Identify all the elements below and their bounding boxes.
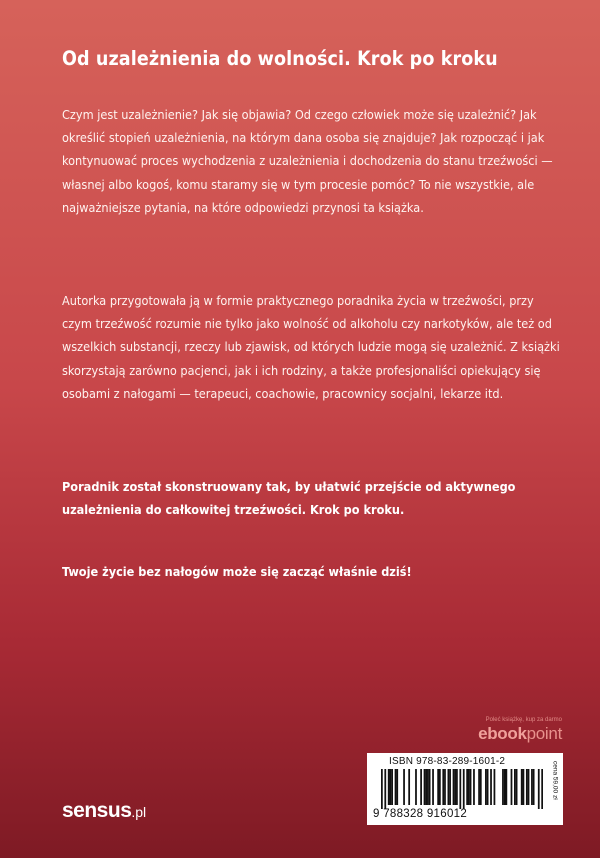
barcode-bar	[456, 769, 458, 805]
barcode-bar	[442, 769, 444, 805]
barcode-bar	[381, 769, 383, 809]
barcode-bar	[390, 769, 392, 805]
barcode-bar	[429, 769, 431, 805]
barcode-bar	[420, 769, 422, 805]
barcode-bar	[521, 769, 523, 805]
ebookpoint-name-part2: point	[526, 724, 562, 744]
barcode-bar	[531, 769, 533, 805]
barcode-bar	[487, 769, 489, 805]
barcode-bar	[490, 769, 492, 805]
barcode-bar	[533, 769, 535, 805]
sensus-logo-name: sensus	[62, 799, 132, 822]
ebookpoint-logo	[436, 717, 562, 742]
barcode-bar	[448, 769, 450, 805]
barcode-bar	[528, 769, 530, 805]
barcode-bars	[381, 769, 543, 809]
barcode-bar	[425, 769, 427, 805]
barcode-bar	[424, 769, 426, 805]
barcode-bar	[526, 769, 528, 805]
barcode-bar	[480, 769, 482, 805]
paragraph-tagline: Twoje życie bez nałogów może się zacząć właśnie dziś!	[62, 564, 412, 579]
barcode-bar	[395, 769, 397, 805]
barcode-bar	[403, 769, 405, 805]
isbn-label: ISBN 978-83-289-1601-2	[389, 756, 506, 767]
paragraph-questions: Czym jest uzależnienie? Jak się objawia? Od czego człowiek może się uzależnić? Jak określić stopień uzależnienia, na którym dana osoba się znajduje? Jak rozpocząć i jak kontynuować proces wychodzenia z uzależnienia i dochodzenia do stanu trzeźwości — własnej albo kogoś, komu staramy się w tym procesie pomóc? To nie wszystkie, ale najważniejsze pytania, na które odpowiedzi przynosi ta książka.	[62, 107, 553, 215]
barcode-bar	[538, 769, 540, 809]
barcode-bar	[463, 769, 465, 809]
barcode-bar	[439, 769, 441, 805]
barcode-bar	[449, 769, 451, 805]
barcode-bar	[511, 769, 513, 805]
barcode-bar	[454, 769, 456, 805]
barcode-bar	[516, 769, 518, 805]
barcode-bar	[468, 769, 470, 805]
barcode-bar	[478, 769, 480, 805]
barcode-bar	[485, 769, 487, 805]
barcode-bar	[432, 769, 434, 805]
paragraph-purpose: Poradnik został skonstruowany tak, by ułatwić przejście od aktywnego uzależnienia do całkowitej trzeźwości. Krok po kroku.	[62, 479, 516, 518]
barcode-bar	[396, 769, 398, 805]
barcode-bar	[505, 769, 507, 805]
ebookpoint-tagline: Poleć książkę, kup za darmo	[485, 717, 562, 723]
barcode-bar	[504, 769, 506, 805]
cover-title: Od uzależnienia do wolności. Krok po kroku	[62, 47, 498, 70]
sensus-logo-suffix: .pl	[131, 804, 147, 820]
barcode-bar	[459, 769, 461, 809]
barcode-bar	[514, 769, 516, 805]
isbn-barcode	[367, 753, 563, 825]
barcode-bar	[541, 769, 543, 809]
barcode-bar	[415, 769, 417, 805]
barcode-bar	[466, 769, 468, 805]
barcode-digits: 9 788328 916012	[373, 808, 468, 820]
barcode-bar	[453, 769, 455, 805]
barcode-bar	[388, 769, 390, 805]
barcode-bar	[470, 769, 472, 805]
barcode-bar	[437, 769, 439, 805]
barcode-bar	[502, 769, 504, 805]
ebookpoint-name-part1: ebook	[478, 724, 527, 744]
barcode-bar	[523, 769, 525, 805]
barcode-bar	[444, 769, 446, 805]
sensus-logo	[62, 800, 146, 821]
barcode-bar	[391, 769, 393, 805]
price-label: cena 59,00 zł	[551, 761, 559, 800]
barcode-bar	[408, 769, 410, 805]
paragraph-author: Autorka przygotowała ją w formie praktycznego poradnika życia w trzeźwości, przy czym trzeźwość rozumie nie tylko jako wolność od alkoholu czy narkotyków, ale też od wszelkich substancji, rzeczy lub zjawisk, od których ludzie mogą się uzależnić. Z książki skorzystają zarówno pacjenci, jak i ich rodziny, a także profesjonaliści opiekujący się osobami z nałogami — terapeuci, coachowie, pracownicy socjalni, lekarze itd.	[62, 293, 560, 401]
barcode-bar	[494, 769, 496, 805]
barcode-bar	[473, 769, 475, 805]
ebookpoint-name	[436, 725, 562, 742]
barcode-bar	[427, 769, 429, 805]
barcode-bar	[384, 769, 386, 809]
